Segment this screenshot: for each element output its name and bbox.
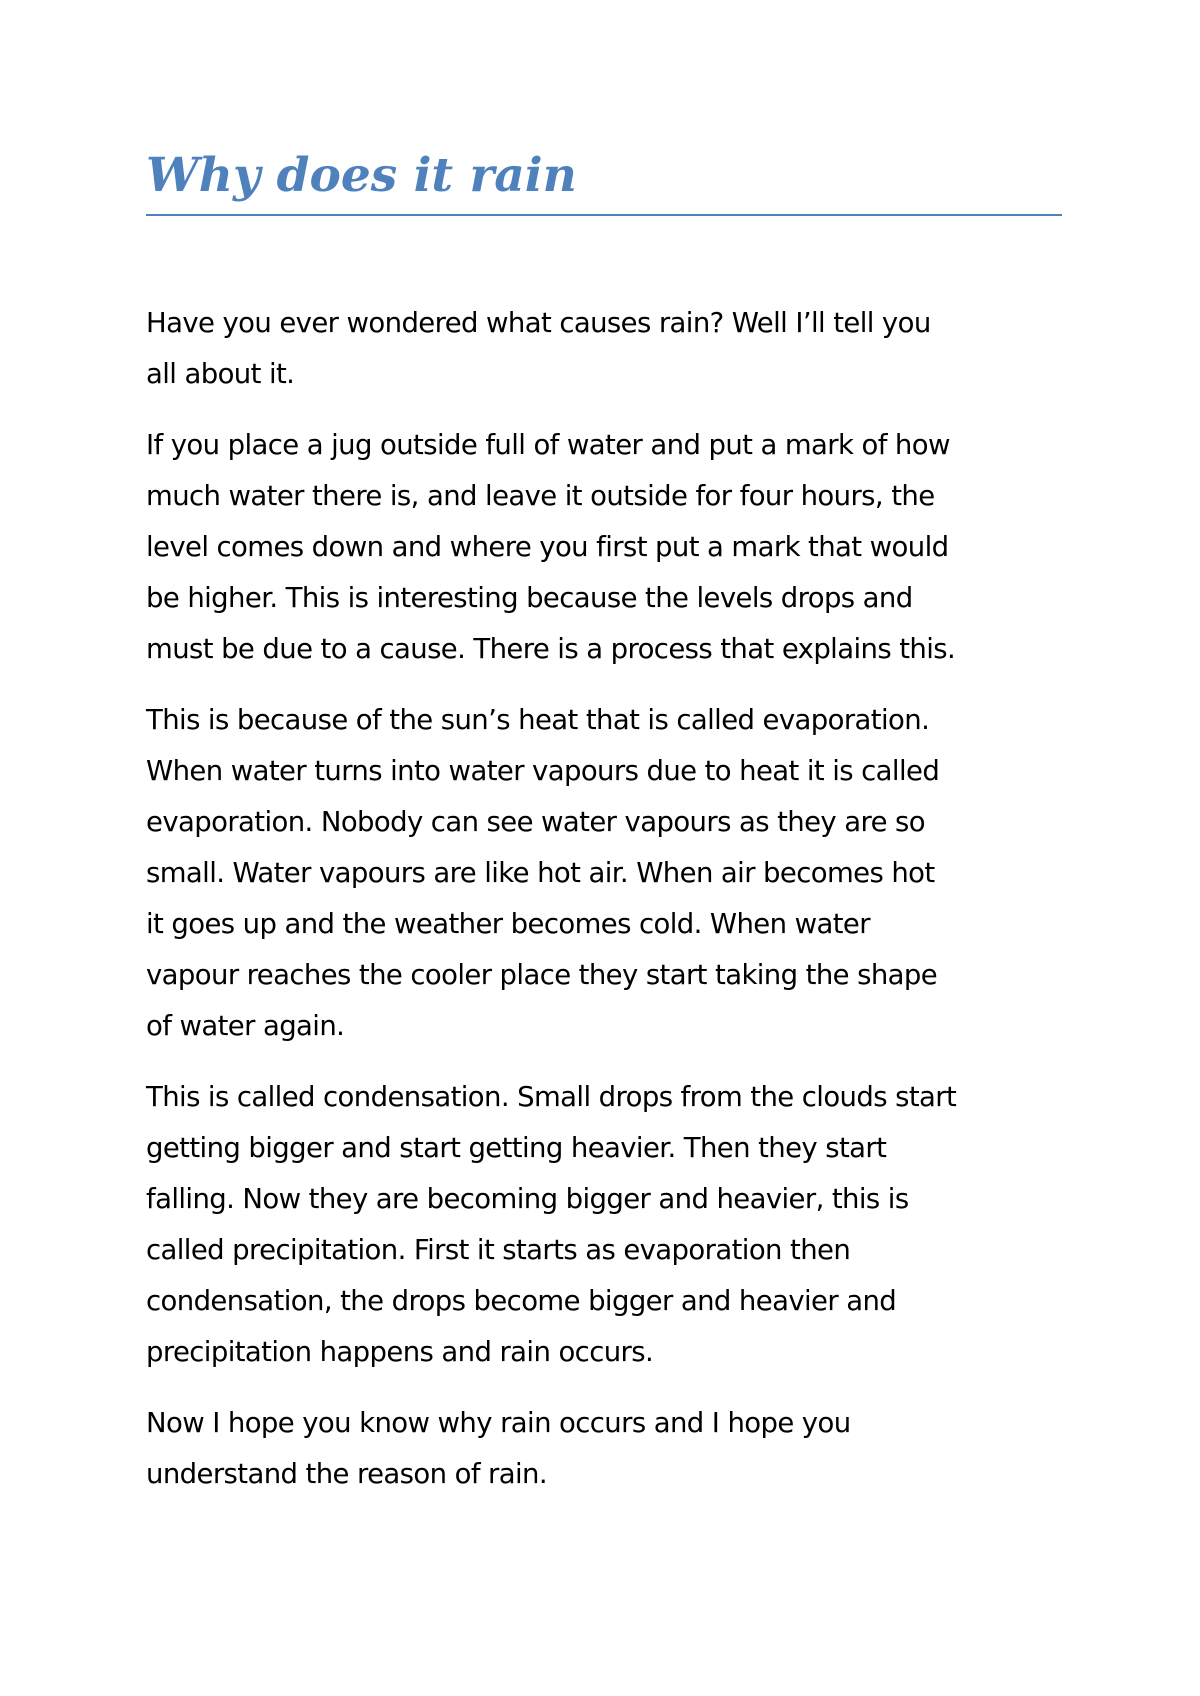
text-line: precipitation happens and rain occurs.: [146, 1336, 654, 1368]
text-line: much water there is, and leave it outside for four hours, the: [146, 480, 935, 512]
document-body: [146, 298, 1076, 1520]
text-line: condensation, the drops become bigger and heavier and: [146, 1285, 897, 1317]
text-line: level comes down and where you first put a mark that would: [146, 531, 949, 563]
text-line: When water turns into water vapours due to heat it is called: [146, 755, 940, 787]
text-line: Have you ever wondered what causes rain? Well I’ll tell you: [146, 307, 931, 339]
text-line: must be due to a cause. There is a process that explains this.: [146, 633, 956, 665]
paragraph-evaporation: [146, 695, 1076, 1052]
text-line: This is called condensation. Small drops from the clouds start: [146, 1081, 957, 1113]
text-line: This is because of the sun’s heat that is called evaporation.: [146, 704, 930, 736]
text-line: called precipitation. First it starts as evaporation then: [146, 1234, 851, 1266]
paragraph-conclusion: [146, 1398, 1076, 1500]
text-line: getting bigger and start getting heavier. Then they start: [146, 1132, 887, 1164]
paragraph-intro: [146, 298, 1076, 400]
paragraph-condensation: [146, 1072, 1076, 1378]
document-title: Why does it rain: [146, 148, 577, 203]
text-line: understand the reason of rain.: [146, 1458, 548, 1490]
text-line: If you place a jug outside full of water and put a mark of how: [146, 429, 950, 461]
text-line: of water again.: [146, 1010, 345, 1042]
text-line: be higher. This is interesting because the levels drops and: [146, 582, 913, 614]
title-underline-rule: [146, 214, 1062, 216]
text-line: all about it.: [146, 358, 295, 390]
text-line: Now I hope you know why rain occurs and I hope you: [146, 1407, 851, 1439]
text-line: evaporation. Nobody can see water vapours as they are so: [146, 806, 925, 838]
text-line: small. Water vapours are like hot air. When air becomes hot: [146, 857, 935, 889]
text-line: falling. Now they are becoming bigger and heavier, this is: [146, 1183, 909, 1215]
text-line: vapour reaches the cooler place they start taking the shape: [146, 959, 938, 991]
paragraph-jug-experiment: [146, 420, 1076, 675]
text-line: it goes up and the weather becomes cold. When water: [146, 908, 870, 940]
